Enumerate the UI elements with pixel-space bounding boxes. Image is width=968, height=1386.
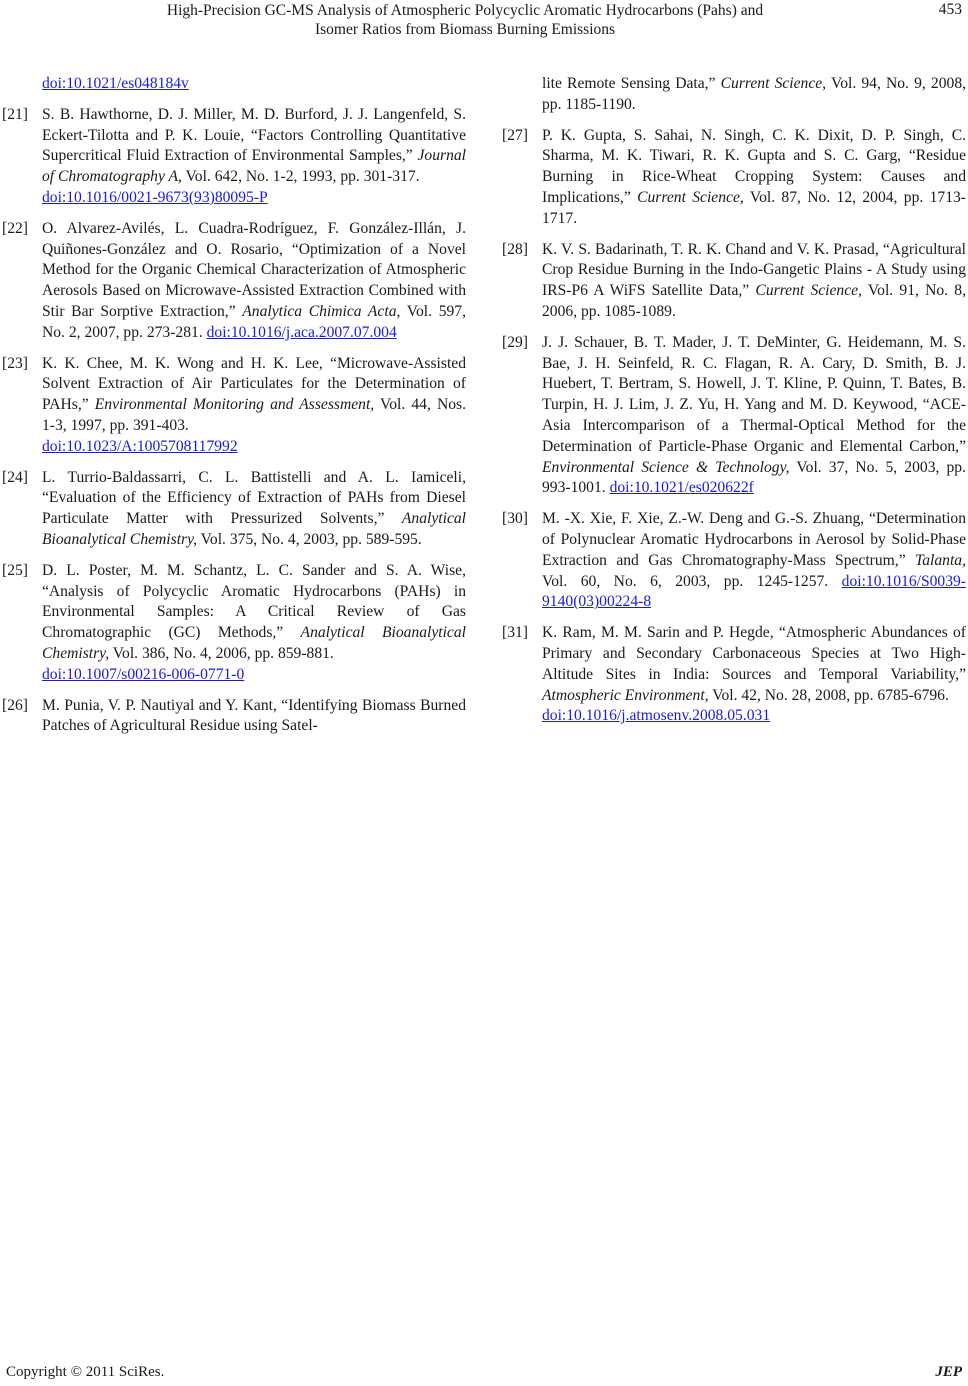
running-title xyxy=(90,1,840,39)
reference-continuation xyxy=(500,74,966,116)
left-reference-list xyxy=(0,105,466,737)
running-title-line-1: High-Precision GC-MS Analysis of Atmospheric Polycyclic Aromatic Hydrocarbons (Pahs) and xyxy=(166,2,764,19)
reference-item xyxy=(0,219,466,344)
reference-number: [23] xyxy=(2,354,28,372)
copyright-notice: Copyright © 2011 SciRes. xyxy=(6,1364,165,1380)
doi-link[interactable]: doi:10.1016/0021-9673(93)80095-P xyxy=(42,188,268,206)
reference-number: [26] xyxy=(2,696,28,714)
doi-link[interactable]: doi:10.1016/j.aca.2007.07.004 xyxy=(206,323,397,341)
journal-name: Current Science, xyxy=(720,75,827,92)
reference-details: Vol. 44, Nos. 1-3, 1997, pp. 391-403. xyxy=(42,396,466,434)
reference-details: Vol. 94, No. 9, 2008, pp. 1185-1190. xyxy=(542,75,967,113)
journal-name: Environmental Monitoring and Assessment, xyxy=(94,396,375,414)
journal-name: Analytical Bioanalytical Chemistry, xyxy=(42,510,466,548)
right-column xyxy=(500,74,966,737)
reference-item xyxy=(500,623,966,727)
reference-number: [21] xyxy=(2,105,28,123)
reference-text: L. Turrio-Baldassarri, C. L. Battistelli and A. L. Iamiceli, “Evaluation of the Efficiency of Extraction of PAHs from Diesel Particulate Matter with Pressurized Solvents,” xyxy=(42,468,466,528)
journal-name: Analytica Chimica Acta, xyxy=(242,302,401,320)
doi-link[interactable]: doi:10.1021/es020622f xyxy=(609,479,754,497)
reference-item xyxy=(0,354,466,458)
reference-details: Vol. 375, No. 4, 2003, pp. 589-595. xyxy=(197,530,422,548)
reference-continuation xyxy=(0,74,466,95)
reference-details: Vol. 60, No. 6, 2003, pp. 1245-1257. xyxy=(542,572,842,590)
page-footer xyxy=(0,1364,968,1386)
journal-name: Talanta, xyxy=(915,551,966,569)
page-number: 453 xyxy=(938,1,962,18)
reference-number: [28] xyxy=(502,240,528,258)
reference-number: [25] xyxy=(2,561,28,579)
reference-item xyxy=(500,126,966,230)
reference-number: [27] xyxy=(502,126,528,144)
reference-number: [29] xyxy=(502,333,528,351)
doi-link[interactable]: doi:10.1021/es048184v xyxy=(42,75,189,92)
reference-text: lite Remote Sensing Data,” xyxy=(542,75,721,92)
reference-text: J. J. Schauer, B. T. Mader, J. T. DeMinter, G. Heidemann, M. S. Bae, J. H. Seinfeld, R. C. Flagan, R. A. Cary, D. Smith, B. J. Huebert, T. Bertram, S. Howell, J. T. Kline, P. Quinn, T. Bates, B. Turpin, H. J. Lim, J. Z. Yu, H. Yang and M. D. Keywood, “ACE-Asia Intercomparison of a Thermal-Optical Method for the Determination of Particle-Phase Organic and Elemental Carbon,” xyxy=(542,333,966,455)
reference-item xyxy=(500,240,966,323)
journal-abbreviation: JEP xyxy=(935,1364,962,1380)
doi-link[interactable]: doi:10.1023/A:1005708117992 xyxy=(42,437,238,455)
reference-item xyxy=(500,333,966,499)
reference-details: Vol. 42, No. 28, 2008, pp. 6785-6796. xyxy=(708,686,949,704)
reference-number: [31] xyxy=(502,624,528,642)
doi-link[interactable]: doi:10.1007/s00216-006-0771-0 xyxy=(42,665,245,683)
running-title-line-2: Isomer Ratios from Biomass Burning Emissions xyxy=(314,21,616,38)
left-column xyxy=(0,74,466,747)
reference-details: Vol. 87, No. 12, 2004, pp. 1713-1717. xyxy=(542,188,967,227)
reference-item xyxy=(0,561,466,686)
reference-text: K. Ram, M. M. Sarin and P. Hegde, “Atmospheric Abundances of Primary and Secondary Carbonaceous Species at Two High-Altitude Sites in India: Sources and Temporal Variability,” xyxy=(542,624,966,683)
reference-number: [22] xyxy=(2,219,28,237)
doi-link[interactable]: doi:10.1016/j.atmosenv.2008.05.031 xyxy=(542,707,771,725)
reference-details: Vol. 37, No. 5, 2003, pp. 993-1001. xyxy=(542,458,966,497)
reference-details: Vol. 597, No. 2, 2007, pp. 273-281. xyxy=(42,302,466,341)
reference-details: Vol. 386, No. 4, 2006, pp. 859-881. xyxy=(109,644,334,662)
reference-text: P. K. Gupta, S. Sahai, N. Singh, C. K. Dixit, D. P. Singh, C. Sharma, M. K. Tiwari, R. K. Gupta and S. C. Garg, “Residue Burning in Rice-Wheat Cropping System: Causes and Implications,” xyxy=(542,126,966,206)
reference-text: O. Alvarez-Avilés, L. Cuadra-Rodríguez, F. González-Illán, J. Quiñones-González and O. Rosario, “Optimization of a Novel Method for the Organic Chemical Characterization of Atmospheric Aerosols Based on Microwave-Assisted Extraction Combined with Stir Bar Sorptive Extraction,” xyxy=(42,219,466,320)
reference-text: K. K. Chee, M. K. Wong and H. K. Lee, “Microwave-Assisted Solvent Extraction of Air Particulates for the Determination of PAHs,” xyxy=(42,354,466,414)
reference-text: M. Punia, V. P. Nautiyal and Y. Kant, “Identifying Biomass Burned Patches of Agricultural Residue using Satel- xyxy=(42,696,466,735)
reference-text: D. L. Poster, M. M. Schantz, L. C. Sander and S. A. Wise, “Analysis of Polycyclic Aromatic Hydrocarbons (PAHs) in Environmental Samples: A Critical Review of Gas Chromatographic (GC) Methods,” xyxy=(42,561,466,642)
reference-item xyxy=(500,509,966,613)
reference-number: [30] xyxy=(502,510,528,528)
reference-item xyxy=(0,696,466,738)
reference-number: [24] xyxy=(2,468,28,486)
reference-text: M. -X. Xie, F. Xie, Z.-W. Deng and G.-S. Zhuang, “Determination of Polynuclear Aromatic Hydrocarbons in Aerosol by Solid-Phase Extraction and Gas Chromatography-Mass Spectrum,” xyxy=(542,510,966,569)
reference-text: K. V. S. Badarinath, T. R. K. Chand and V. K. Prasad, “Agricultural Crop Residue Burning in the Indo-Gangetic Plains - A Study using IRS-P6 A WiFS Satellite Data,” xyxy=(542,240,966,300)
doi-link[interactable]: doi:10.1016/S0039-9140(03)00224-8 xyxy=(542,572,966,611)
journal-name: Environmental Science & Technology, xyxy=(542,458,790,476)
journal-name: Analytical Bioanalytical Chemistry, xyxy=(42,624,466,662)
reference-details: Vol. 642, No. 1-2, 1993, pp. 301-317. xyxy=(181,168,420,186)
page-header xyxy=(0,0,968,40)
reference-details: Vol. 91, No. 8, 2006, pp. 1085-1089. xyxy=(542,282,966,320)
reference-item xyxy=(0,105,466,209)
journal-name: Atmospheric Environment, xyxy=(542,686,709,704)
journal-name: Journal of Chromatography A, xyxy=(42,147,466,186)
reference-item xyxy=(0,468,466,551)
right-reference-list xyxy=(500,126,966,728)
reference-text: S. B. Hawthorne, D. J. Miller, M. D. Burford, J. J. Langenfeld, S. Eckert-Tilotta and P. K. Louie, “Factors Controlling Quantitative Supercritical Fluid Extraction of Environmental Samples,” xyxy=(42,105,466,165)
journal-name: Current Science, xyxy=(755,282,862,300)
journal-name: Current Science, xyxy=(637,188,744,206)
